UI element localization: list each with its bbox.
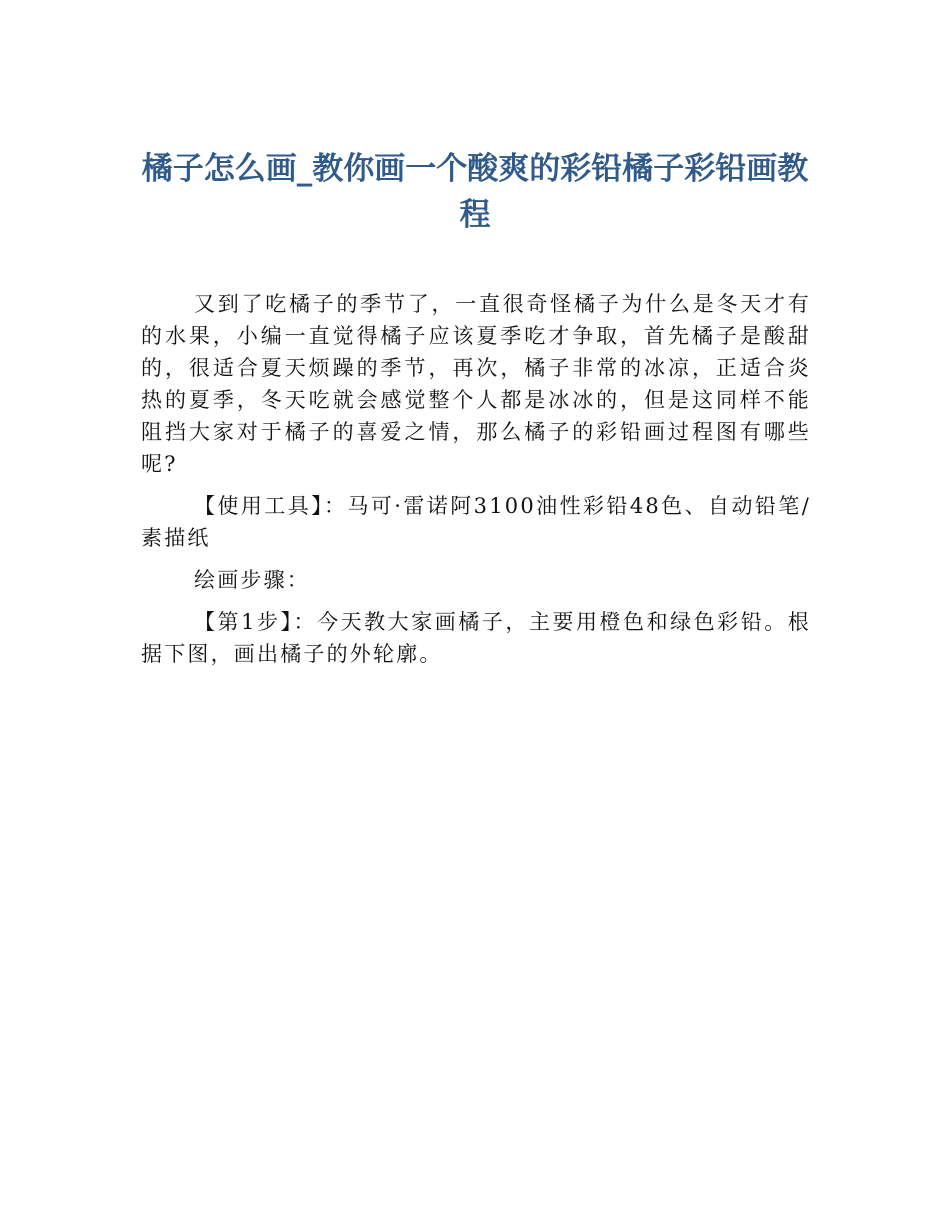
document-title: 橘子怎么画_教你画一个酸爽的彩铅橘子彩铅画教程 xyxy=(141,151,809,233)
document-body xyxy=(141,288,811,680)
step-1-paragraph: 【第1步】：今天教大家画橘子，主要用橙色和绿色彩铅。根据下图，画出橘子的外轮廓。 xyxy=(141,610,811,666)
intro-paragraph: 又到了吃橘子的季节了，一直很奇怪橘子为什么是冬天才有的水果，小编一直觉得橘子应该夏季吃才争取，首先橘子是酸甜的，很适合夏天烦躁的季节，再次，橘子非常的冰凉，正适合炎热的夏季，冬天吃就会感觉整个人都是冰冰的，但是这同样不能阻挡大家对于橘子的喜爱之情，那么橘子的彩铅画过程图有哪些呢? xyxy=(141,292,811,476)
tools-paragraph: 【使用工具】：马可·雷诺阿3100油性彩铅48色、自动铅笔/素描纸 xyxy=(141,494,811,550)
steps-heading: 绘画步骤： xyxy=(194,568,310,592)
